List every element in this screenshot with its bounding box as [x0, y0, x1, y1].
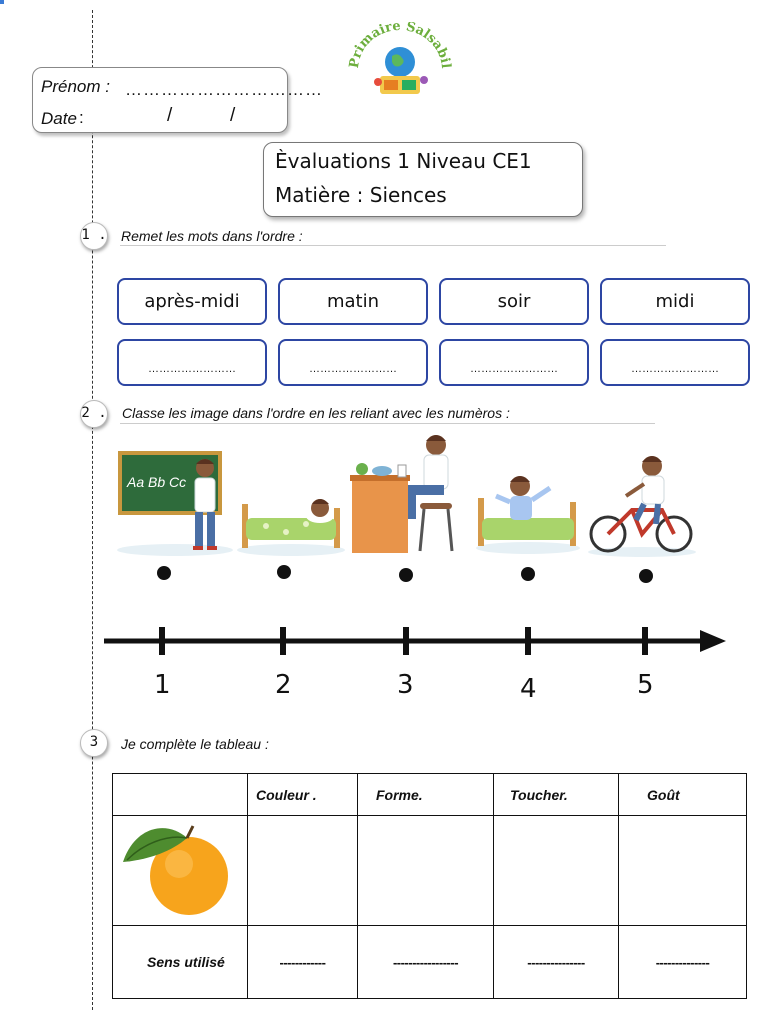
word-box-2: matin [278, 278, 428, 325]
question-2-underline [120, 423, 655, 424]
table-corner-cell [113, 774, 248, 816]
date-sep-1: / [167, 105, 173, 126]
answer-box-2[interactable]: …………………… [278, 339, 428, 386]
header-forme: Forme. [358, 774, 494, 816]
word-box-1: après-midi [117, 278, 267, 325]
prenom-field[interactable]: …………………………… [125, 80, 323, 99]
answer-box-3[interactable]: …………………… [439, 339, 589, 386]
subject-title: Matière : Siences [275, 183, 447, 207]
number-label-3: 3 [397, 670, 414, 700]
forme-answer-cell[interactable] [358, 816, 494, 926]
number-label-4: 4 [520, 674, 537, 704]
number-line-tick-5 [642, 627, 648, 655]
connect-dot-1[interactable] [157, 566, 171, 580]
number-label-1: 1 [154, 670, 171, 700]
image-school-board [115, 448, 233, 558]
question-1-instruction: Remet les mots dans l'ordre : [121, 228, 303, 244]
connect-dot-4[interactable] [521, 567, 535, 581]
image-bicycle [586, 454, 698, 558]
number-label-2: 2 [275, 670, 292, 700]
gout-answer-cell[interactable] [619, 816, 747, 926]
number-line-tick-1 [159, 627, 165, 655]
corner-mark [0, 0, 4, 4]
number-line-tick-3 [403, 627, 409, 655]
sens-answer-forme[interactable]: ----------------- [358, 926, 494, 999]
svg-text:Primaire Salsabil: Primaire Salsabil [348, 22, 452, 70]
sens-answer-gout[interactable]: -------------- [619, 926, 747, 999]
couleur-answer-cell[interactable] [248, 816, 358, 926]
answer-box-1[interactable]: …………………… [117, 339, 267, 386]
title-box [263, 142, 583, 217]
number-line [104, 627, 728, 657]
image-breakfast [350, 433, 464, 555]
number-line-tick-4 [525, 627, 531, 655]
header-toucher: Toucher. [494, 774, 619, 816]
image-waking-up [474, 474, 582, 556]
connect-dot-2[interactable] [277, 565, 291, 579]
sens-answer-toucher[interactable]: --------------- [494, 926, 619, 999]
margin-line [92, 10, 93, 1010]
date-label: Date [41, 109, 77, 128]
question-3-number: 3 [80, 729, 108, 757]
number-label-5: 5 [637, 670, 654, 700]
school-logo [348, 22, 452, 110]
toucher-answer-cell[interactable] [494, 816, 619, 926]
word-box-4: midi [600, 278, 750, 325]
sens-answer-couleur[interactable]: ------------ [248, 926, 358, 999]
answer-box-4[interactable]: …………………… [600, 339, 750, 386]
question-1-underline [120, 245, 666, 246]
date-colon: : [79, 108, 84, 127]
orange-icon [113, 816, 247, 920]
number-line-tick-2 [280, 627, 286, 655]
name-date-box [32, 67, 323, 133]
question-2-instruction: Classe les image dans l'ordre en les reliant avec les numèros : [122, 405, 510, 421]
header-gout: Goût [619, 774, 747, 816]
sens-utilise-label: Sens utilisé [113, 926, 248, 999]
svg-text:Aa Bb Cc: Aa Bb Cc [127, 474, 187, 490]
word-box-3: soir [439, 278, 589, 325]
question-2-number: 2 . [80, 400, 108, 428]
connect-dot-5[interactable] [639, 569, 653, 583]
question-1-number: 1 . [80, 222, 108, 250]
evaluation-title: Èvaluations 1 Niveau CE1 [275, 149, 532, 173]
image-sleeping [236, 478, 346, 558]
header-couleur: Couleur . [248, 774, 358, 816]
senses-table [112, 773, 747, 999]
prenom-label: Prénom : [41, 77, 110, 96]
connect-dot-3[interactable] [399, 568, 413, 582]
orange-cell [113, 816, 248, 926]
question-3-instruction: Je complète le tableau : [121, 736, 269, 752]
date-sep-2: / [230, 105, 236, 126]
